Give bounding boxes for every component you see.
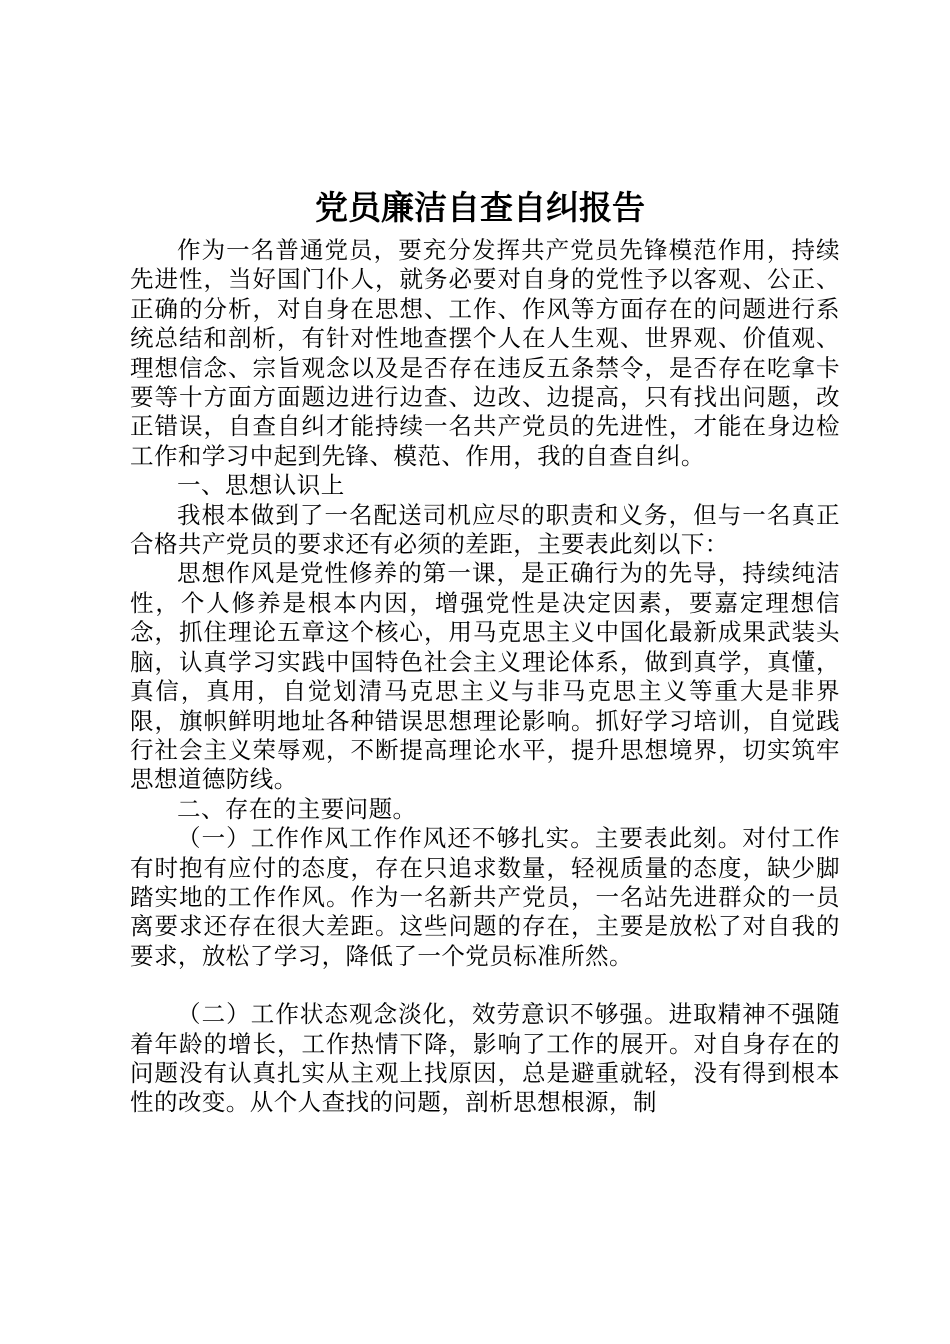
- problem-one-paragraph: （一）工作作风工作作风还不够扎实。主要表此刻。对付工作有时抱有应付的态度，存在只追求数量，轻视质量的态度，缺少脚踏实地的工作作风。作为一名新共产党员，一名站先进群众的一员离要求还存在很大差距。这些问题的存在，主要是放松了对自我的要求，放松了学习，降低了一个党员标准所然。: [130, 824, 840, 970]
- problem-two-paragraph: （二）工作状态观念淡化，效劳意识不够强。进取精神不强随着年龄的增长，工作热情下降，影响了工作的展开。对自身存在的问题没有认真扎实从主观上找原因，总是避重就轻，没有得到根本性的改变。从个人查找的问题，剖析思想根源，制: [130, 1000, 840, 1117]
- ideology-detail-paragraph: 思想作风是党性修养的第一课，是正确行为的先导，持续纯洁性，个人修养是根本内因，增强党性是决定因素，要嘉定理想信念，抓住理论五章这个核心，用马克思主义中国化最新成果武装头脑，认真学习实践中国特色社会主义理论体系，做到真学，真懂，真信，真用，自觉划清马克思主义与非马克思主义等重大是非界限，旗帜鲜明地址各种错误思想理论影响。抓好学习培训，自觉践行社会主义荣辱观，不断提高理论水平，提升思想境界，切实筑牢思想道德防线。: [130, 559, 840, 794]
- section-heading-problems: 二、存在的主要问题。: [177, 794, 417, 823]
- document-body: [130, 236, 840, 1118]
- document-title: 党员廉洁自查自纠报告: [315, 188, 645, 227]
- ideology-paragraph: 我根本做到了一名配送司机应尽的职责和义务，但与一名真正合格共产党员的要求还有必须的差距，主要表此刻以下：: [130, 500, 840, 559]
- section-heading-ideology: 一、思想认识上: [177, 471, 345, 500]
- intro-paragraph: 作为一名普通党员，要充分发挥共产党员先锋模范作用，持续先进性，当好国门仆人，就务必要对自身的党性予以客观、公正、正确的分析，对自身在思想、工作、作风等方面存在的问题进行系统总结和剖析，有针对性地查摆个人在人生观、世界观、价值观、理想信念、宗旨观念以及是否存在违反五条禁令，是否存在吃拿卡要等十方面方面题边进行边查、边改、边提高，只有找出问题，改正错误，自查自纠才能持续一名共产党员的先进性，才能在身边检工作和学习中起到先锋、模范、作用，我的自查自纠。: [130, 236, 840, 470]
